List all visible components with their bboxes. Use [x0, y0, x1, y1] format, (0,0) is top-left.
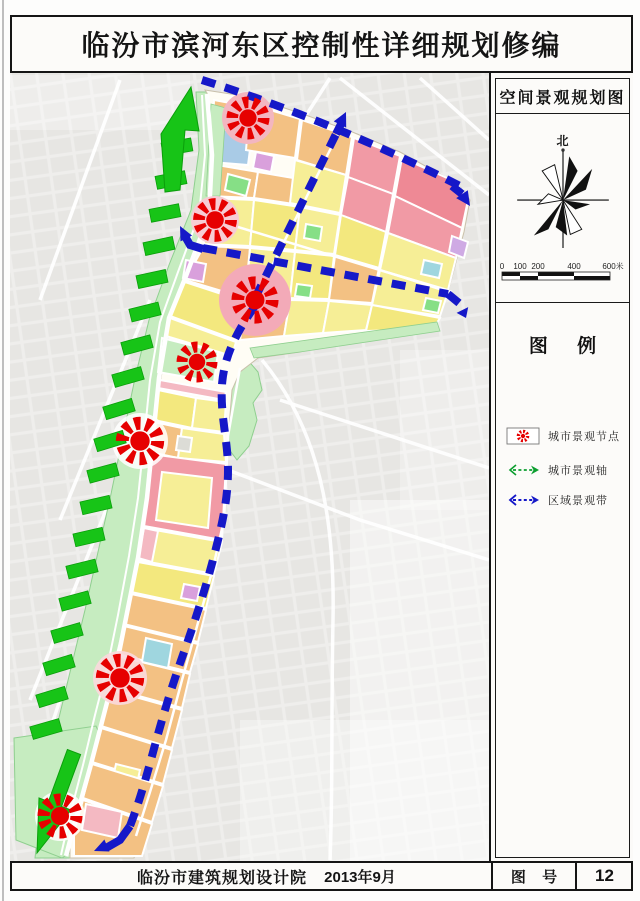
- compass-rose: [513, 142, 613, 254]
- scale-tick-100: 100: [513, 261, 527, 271]
- legend-title: 图 例: [528, 336, 609, 357]
- institute-name: 临汾市建筑规划设计院: [136, 869, 308, 887]
- scale-tick-400: 400: [567, 261, 581, 271]
- institute-cell: [12, 863, 491, 889]
- legend-label-axis: 城市景观轴: [548, 465, 608, 477]
- scale-tick-0: 0: [499, 261, 505, 271]
- legend-item-node: [506, 427, 620, 445]
- legend-label-node: 城市景观节点: [548, 431, 620, 443]
- sheet-date: 2013年9月: [324, 868, 396, 886]
- green-dashed-arrow-icon: [506, 461, 540, 479]
- legend-label-belt: 区域景观带: [548, 495, 608, 507]
- sheet-number-label-cell: [491, 863, 575, 889]
- planning-map-svg: [10, 73, 489, 861]
- sheet-title-bar: [10, 15, 633, 73]
- scale-bar: [498, 260, 630, 286]
- sheet-number-cell: [575, 863, 632, 889]
- blue-dashed-arrow-icon: [506, 491, 540, 509]
- scale-tick-600: 600米: [602, 261, 624, 271]
- map-title: 空间景观规划图: [499, 89, 626, 107]
- legend-item-belt: [506, 491, 608, 509]
- sheet-title: 临汾市滨河东区控制性详细规划修编: [81, 30, 562, 61]
- planning-map: [10, 73, 489, 861]
- north-label: 北: [556, 133, 569, 148]
- node-legend-symbol: [506, 427, 540, 445]
- side-panel: [489, 73, 633, 861]
- map-title-box: [495, 78, 630, 114]
- sheet-number-label: 图 号: [510, 868, 564, 886]
- scan-edge-artifact: [2, 0, 4, 901]
- compass-scale-box: [495, 113, 630, 304]
- legend-box: [495, 302, 630, 858]
- title-block-footer: [10, 861, 633, 891]
- sheet-number: 12: [595, 866, 614, 885]
- scale-bar-segments: [502, 272, 610, 280]
- legend-item-axis: [506, 461, 608, 479]
- scale-tick-200: 200: [531, 261, 545, 271]
